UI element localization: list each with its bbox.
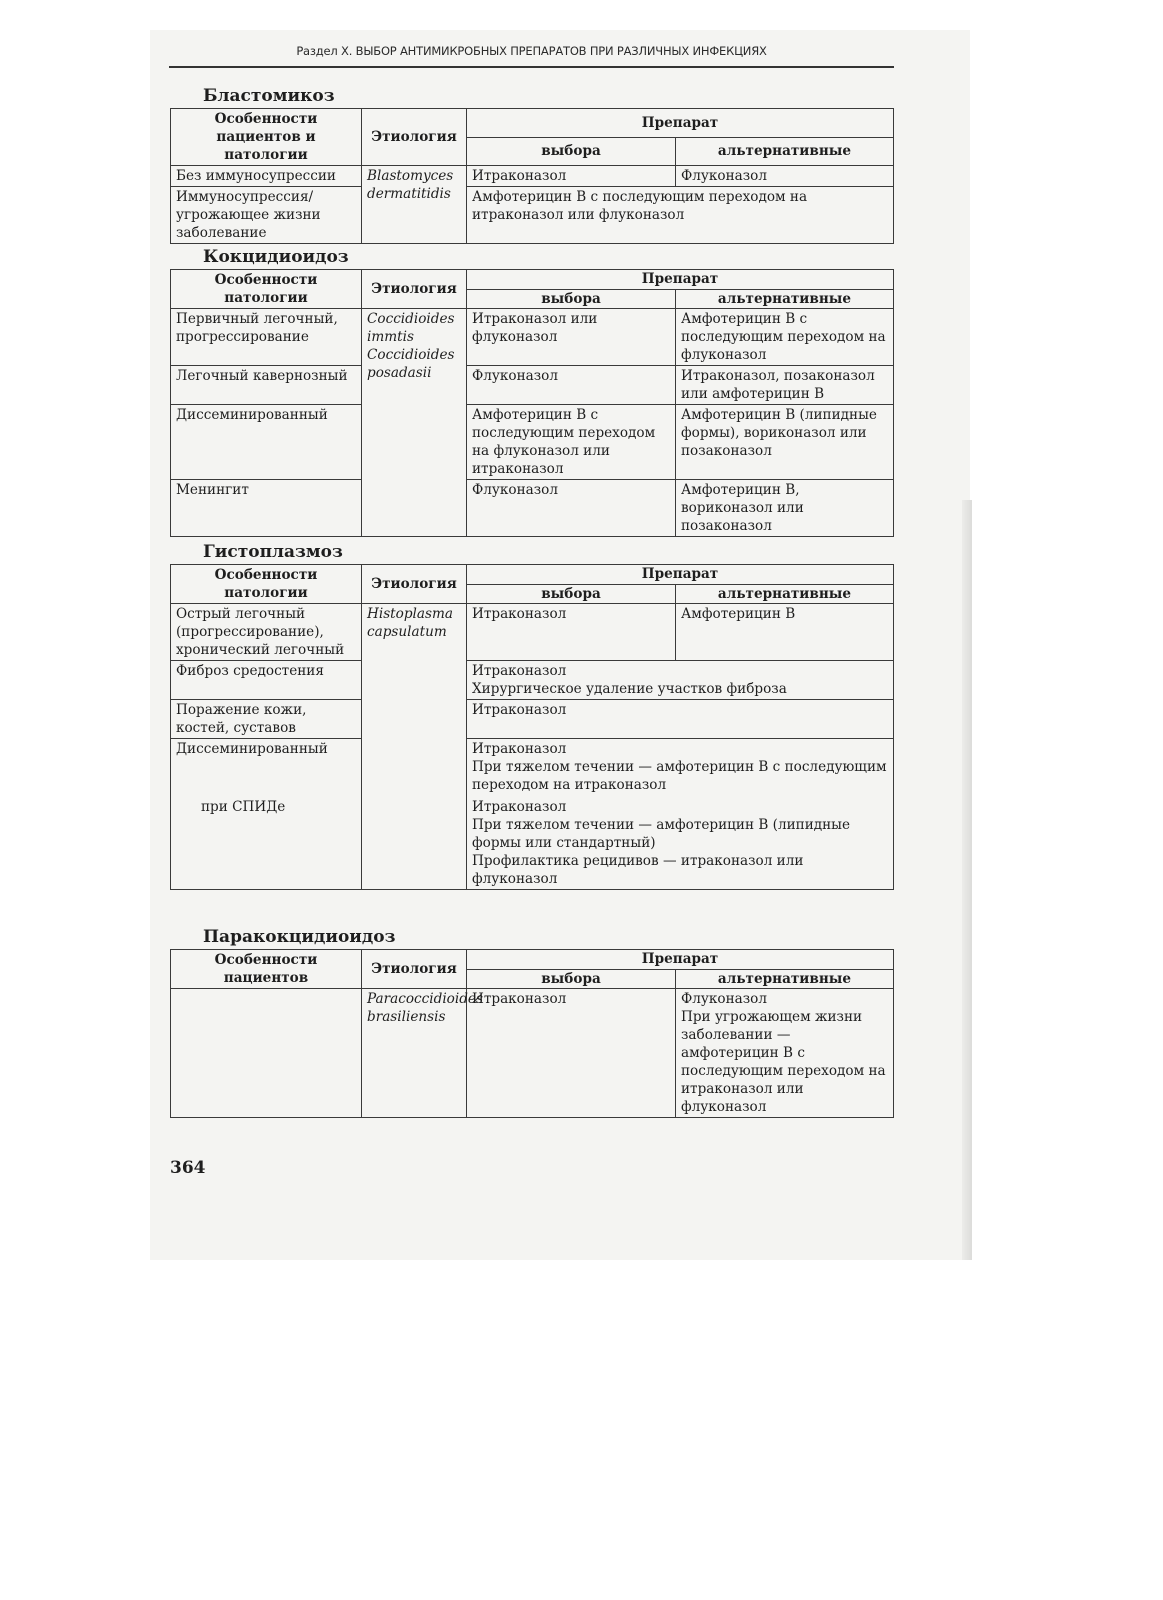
section-title: Паракокцидиоидоз bbox=[203, 927, 396, 947]
page-number: 364 bbox=[170, 1158, 206, 1178]
treatment-cell bbox=[467, 739, 894, 798]
alternative-line: При угрожающем жизни заболевании — амфотерицин В с последующим переходом на итраконазол или флуконазол bbox=[681, 1009, 886, 1115]
header-etiology: Этиология bbox=[362, 109, 467, 166]
histoplasmosis-table bbox=[170, 564, 894, 890]
etiology-cell: Coccidioides immtis Coccidioides posadasii bbox=[362, 309, 467, 537]
paracoccidioidomycosis-table bbox=[170, 949, 894, 1118]
table-row bbox=[171, 700, 894, 739]
header-choice: выбора bbox=[467, 584, 676, 604]
header-drug: Препарат bbox=[467, 565, 894, 585]
header-drug: Препарат bbox=[467, 270, 894, 290]
header-etiology: Этиология bbox=[362, 565, 467, 604]
section-title: Гистоплазмоз bbox=[203, 542, 343, 562]
header-drug: Препарат bbox=[467, 109, 894, 138]
treatment-line: При тяжелом течении — амфотерицин В (липидные формы или стандартный) bbox=[472, 817, 851, 851]
choice-cell: Итраконазол bbox=[467, 166, 676, 187]
header-choice: выбора bbox=[467, 137, 676, 166]
blastomycosis-section bbox=[170, 86, 893, 244]
choice-cell: Амфотерицин В с последующим переходом на итраконазол или флуконазол bbox=[467, 187, 894, 244]
etiology-cell: Histoplasma capsulatum bbox=[362, 604, 467, 890]
feature-cell: Первичный легочный, прогрессирование bbox=[171, 309, 362, 366]
header-features: Особенности патологии bbox=[171, 565, 362, 604]
treatment-line: При тяжелом течении — амфотерицин В с последующим переходом на итраконазол bbox=[472, 759, 887, 793]
alternative-cell: Флуконазол bbox=[676, 166, 894, 187]
alternative-cell: Амфотерицин В bbox=[676, 604, 894, 661]
table-row bbox=[171, 604, 894, 661]
treatment-line: Хирургическое удаление участков фиброза bbox=[472, 681, 787, 697]
alternative-cell: Амфотерицин В (липидные формы), вориконазол или позаконазол bbox=[676, 405, 894, 480]
header-alternative: альтернативные bbox=[676, 289, 894, 309]
blastomycosis-table bbox=[170, 108, 894, 244]
alternative-cell: Амфотерицин В, вориконазол или позаконазол bbox=[676, 480, 894, 537]
feature-cell: Фиброз средостения bbox=[171, 661, 362, 700]
header-alternative: альтернативные bbox=[676, 969, 894, 989]
coccidioidomycosis-section bbox=[170, 247, 893, 537]
table-row bbox=[171, 309, 894, 366]
section-title: Бластомикоз bbox=[203, 86, 335, 106]
treatment-line: Итраконазол bbox=[472, 741, 567, 757]
choice-cell: Итраконазол или флуконазол bbox=[467, 309, 676, 366]
choice-cell: Флуконазол bbox=[467, 480, 676, 537]
header-rule bbox=[169, 66, 894, 68]
treatment-line: Итраконазол bbox=[472, 702, 567, 718]
coccidioidomycosis-table bbox=[170, 269, 894, 537]
alternative-cell bbox=[676, 989, 894, 1118]
paracoccidioidomycosis-section bbox=[170, 927, 893, 1118]
table-row bbox=[171, 480, 894, 537]
scan-edge-shadow bbox=[962, 500, 972, 1260]
feature-cell: Менингит bbox=[171, 480, 362, 537]
header-features: Особенности патологии bbox=[171, 270, 362, 309]
feature-cell bbox=[171, 989, 362, 1118]
treatment-cell bbox=[467, 797, 894, 890]
alternative-cell: Амфотерицин В с последующим переходом на флуконазол bbox=[676, 309, 894, 366]
header-features: Особенности пациентов bbox=[171, 950, 362, 989]
header-choice: выбора bbox=[467, 289, 676, 309]
table-row bbox=[171, 366, 894, 405]
choice-cell: Итраконазол bbox=[467, 989, 676, 1118]
feature-cell: Острый легочный (прогрессирование), хронический легочный bbox=[171, 604, 362, 661]
header-features: Особенности пациентов и патологии bbox=[171, 109, 362, 166]
alternative-line: Флуконазол bbox=[681, 991, 767, 1007]
feature-cell: Диссеминированный bbox=[171, 739, 362, 798]
treatment-cell bbox=[467, 700, 894, 739]
header-choice: выбора bbox=[467, 969, 676, 989]
treatment-line: Итраконазол bbox=[472, 799, 567, 815]
treatment-line: Профилактика рецидивов — итраконазол или флуконазол bbox=[472, 853, 804, 887]
header-alternative: альтернативные bbox=[676, 584, 894, 604]
feature-cell: Без иммуносупрессии bbox=[171, 166, 362, 187]
feature-cell: Диссеминированный bbox=[171, 405, 362, 480]
header-etiology: Этиология bbox=[362, 270, 467, 309]
table-row bbox=[171, 187, 894, 244]
header-etiology: Этиология bbox=[362, 950, 467, 989]
etiology-cell: Blastomyces dermatitidis bbox=[362, 166, 467, 244]
choice-cell: Флуконазол bbox=[467, 366, 676, 405]
feature-cell-sub: при СПИДе bbox=[171, 797, 362, 890]
treatment-line: Итраконазол bbox=[472, 663, 567, 679]
choice-cell: Итраконазол bbox=[467, 604, 676, 661]
table-row bbox=[171, 989, 894, 1118]
treatment-cell bbox=[467, 661, 894, 700]
feature-cell: Поражение кожи, костей, суставов bbox=[171, 700, 362, 739]
table-row bbox=[171, 405, 894, 480]
feature-cell: Легочный кавернозный bbox=[171, 366, 362, 405]
etiology-cell: Paracoccidioides brasiliensis bbox=[362, 989, 467, 1118]
section-title: Кокцидиоидоз bbox=[203, 247, 349, 267]
histoplasmosis-section bbox=[170, 542, 893, 890]
table-row bbox=[171, 166, 894, 187]
table-row bbox=[171, 797, 894, 890]
header-alternative: альтернативные bbox=[676, 137, 894, 166]
table-row bbox=[171, 661, 894, 700]
alternative-cell: Итраконазол, позаконазол или амфотерицин В bbox=[676, 366, 894, 405]
table-row bbox=[171, 739, 894, 798]
running-head: Раздел X. ВЫБОР АНТИМИКРОБНЫХ ПРЕПАРАТОВ ПРИ РАЗЛИЧНЫХ ИНФЕКЦИЯХ bbox=[296, 44, 767, 58]
feature-cell: Иммуносупрессия/ угрожающее жизни заболевание bbox=[171, 187, 362, 244]
header-drug: Препарат bbox=[467, 950, 894, 970]
choice-cell: Амфотерицин В с последующим переходом на флуконазол или итраконазол bbox=[467, 405, 676, 480]
